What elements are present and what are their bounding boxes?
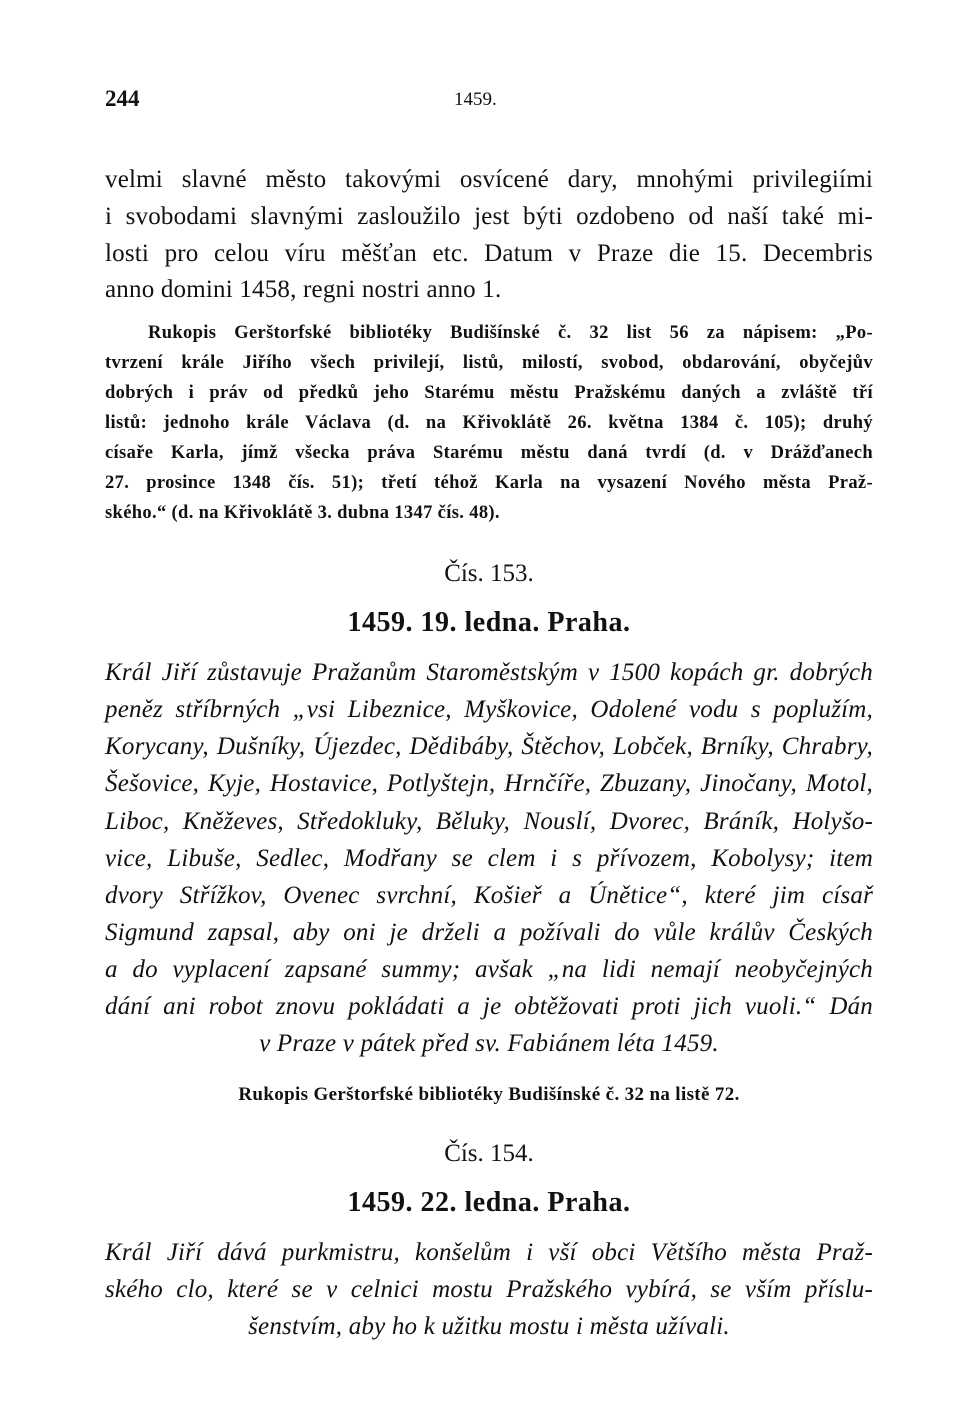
regest-line: a do vyplacení zapsané summy; avšak „na lidi nemají neobyčejných — [105, 956, 873, 983]
regest-line: ského clo, které se v celnici mostu Pražského vybírá, se vším příslu- — [105, 1276, 873, 1303]
regest-line: dvory Střížkov, Ovenec svrchní, Košieř a Únětice“, které jim císař — [105, 882, 873, 909]
regest-line: peněz stříbrných „vsi Libeznice, Myškovice, Odolené vodu s poplužím, — [105, 696, 873, 723]
running-head-year: 1459. — [454, 89, 497, 110]
regest-line: Král Jiří zůstavuje Pražanům Staroměstským v 1500 kopách gr. dobrých — [105, 659, 873, 686]
regest-line: vice, Libuše, Sedlec, Modřany se clem i s přívozem, Kobolysy; item — [105, 845, 873, 872]
note-line: císaře Karla, jímž všecka práva Starému městu daná tvrdí (d. v Drážďanech — [105, 443, 873, 463]
note-line: tvrzení krále Jiřího všech privilejí, listů, milostí, svobod, obdarování, obyčejův — [105, 353, 873, 373]
regest-line: šenstvím, aby ho k užitku mostu i města užívali. — [248, 1313, 730, 1340]
regest-line: v Praze v pátek před sv. Fabiánem léta 1459. — [259, 1030, 719, 1057]
document-date-154: 1459. 22. ledna. Praha. — [347, 1187, 631, 1218]
regest-line: dání ani robot znovu pokládati a je obtěžovati proti jich vuoli.“ Dán — [105, 993, 873, 1020]
regest-line: Liboc, Kněževes, Středokluky, Běluky, Nouslí, Dvorec, Bráník, Holyšo- — [105, 808, 873, 835]
note-line: ského.“ (d. na Křivoklátě 3. dubna 1347 čís. 48). — [105, 503, 500, 523]
intro-line: velmi slavné město takovými osvícené dary, mnohými privilegiími — [105, 166, 873, 193]
regest-line: Sigmund zapsal, aby oni je drželi a požívali do vůle králův Českých — [105, 919, 873, 946]
intro-line: i svobodami slavnými zasloužilo jest býti ozdobeno od naší také mi- — [105, 203, 873, 230]
document-date-153: 1459. 19. ledna. Praha. — [347, 607, 631, 638]
regest-line: Šešovice, Kyje, Hostavice, Potlyštejn, Hrnčíře, Zbuzany, Jinočany, Motol, — [105, 770, 873, 797]
note-line: listů: jednoho krále Václava (d. na Křivoklátě 26. května 1384 č. 105); druhý — [105, 413, 873, 433]
intro-line: losti pro celou víru měšťan etc. Datum v Praze die 15. Decembris — [105, 240, 873, 267]
document-number-153: Čís. 153. — [444, 560, 534, 587]
note-line: 27. prosince 1348 čís. 51); třetí téhož Karla na vysazení Nového města Praž- — [105, 473, 873, 493]
intro-line: anno domini 1458, regni nostri anno 1. — [105, 276, 502, 303]
page-header — [105, 86, 875, 116]
regest-line: Korycany, Dušníky, Újezdec, Dědibáby, Štěchov, Lobček, Brníky, Chrabry, — [105, 733, 873, 760]
regest-line: Král Jiří dává purkmistru, konšelům i vší obci Většího města Praž- — [105, 1239, 873, 1266]
page-number: 244 — [105, 86, 140, 111]
note-line: Rukopis Gerštorfské bibliotéky Budišínské č. 32 list 56 za nápisem: „Po- — [148, 323, 873, 343]
source-reference-153: Rukopis Gerštorfské bibliotéky Budišínské č. 32 na listě 72. — [238, 1084, 740, 1105]
document-number-154: Čís. 154. — [444, 1140, 534, 1167]
note-line: dobrých i práv od předků jeho Starému městu Pražskému daných a zvláště tří — [105, 383, 873, 403]
